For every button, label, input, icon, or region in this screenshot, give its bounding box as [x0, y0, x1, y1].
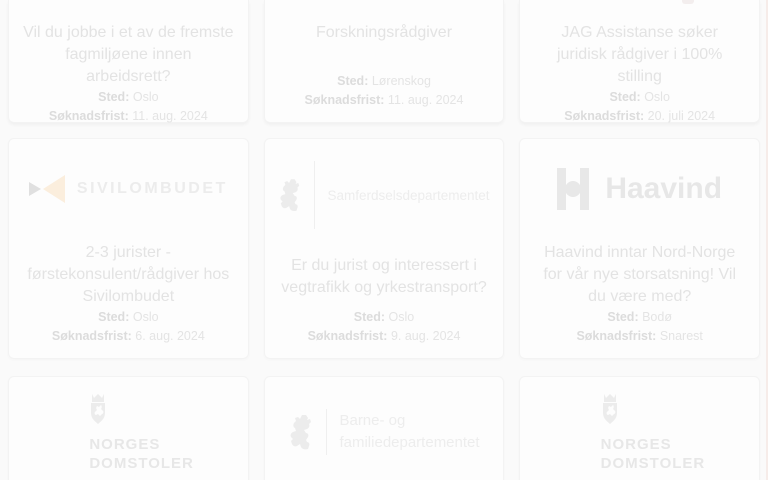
department-name-line2: familiedepartementet	[339, 434, 480, 451]
department-name-line1: Barne- og	[339, 412, 406, 429]
employer-logo-area	[265, 139, 504, 251]
job-card[interactable]	[519, 138, 760, 359]
job-meta	[520, 308, 759, 358]
domstoler-crest-icon	[601, 393, 619, 427]
job-title: Forskningsrådgiver	[315, 24, 453, 41]
frist-value: 11. aug. 2024	[387, 93, 464, 107]
domstoler-logo-line1: NORGES	[600, 436, 672, 453]
department-name	[339, 410, 479, 454]
frist-label: Søknadsfrist:	[564, 109, 645, 123]
sted-label: Sted:	[607, 310, 639, 324]
sted-value: Oslo	[644, 90, 670, 104]
sted-value: Oslo	[388, 310, 415, 324]
job-title: Vil du jobbe i et av de fremste fagmiljøene innen arbeidsrett?	[23, 24, 234, 85]
norwegian-lion-crest-icon	[288, 414, 314, 450]
employer-logo-area	[520, 377, 759, 480]
job-card[interactable]	[264, 138, 505, 359]
frist-label: Søknadsfrist:	[51, 329, 132, 343]
frist-value: 6. aug. 2024	[135, 329, 205, 343]
card-row-3	[8, 376, 760, 480]
frist-value: 11. aug. 2024	[132, 109, 208, 123]
logo-divider	[314, 161, 315, 229]
job-card[interactable]	[519, 0, 760, 123]
sted-value: Oslo	[132, 310, 159, 324]
job-card[interactable]	[8, 376, 249, 480]
job-meta	[9, 308, 248, 358]
job-card[interactable]	[8, 0, 249, 123]
sivilombudet-logo-text: SIVILOMBUDET	[76, 179, 228, 197]
job-card[interactable]	[264, 0, 505, 123]
job-card[interactable]	[8, 138, 249, 359]
domstoler-logo-line1: NORGES	[89, 436, 161, 453]
job-title: JAG Assistanse søker juridisk rådgiver i 100% stilling	[556, 24, 723, 85]
department-name: Samferdselsdepartementet	[327, 187, 490, 203]
card-row-2	[8, 138, 760, 359]
frist-label: Søknadsfrist:	[576, 329, 657, 343]
frist-label: Søknadsfrist:	[304, 93, 385, 107]
haavind-logo	[557, 168, 722, 210]
barne-og-familiedepartementet-logo	[288, 409, 479, 455]
job-title: 2-3 jurister - førstekonsulent/rådgiver hos Sivilombudet	[27, 244, 230, 305]
employer-logo-area	[265, 377, 504, 455]
job-meta	[9, 88, 248, 138]
job-meta	[265, 72, 504, 122]
haavind-logo-text: Haavind	[605, 171, 723, 205]
frist-value: 20. juli 2024	[647, 109, 716, 123]
sted-label: Sted:	[353, 310, 386, 324]
sted-label: Sted:	[337, 74, 369, 88]
norges-domstoler-logo	[600, 393, 706, 480]
sted-label: Sted:	[98, 90, 130, 104]
frist-label: Søknadsfrist:	[48, 109, 129, 123]
employer-logo-area	[9, 139, 248, 238]
employer-logo-area	[520, 139, 759, 238]
cutoff-logo-fragment	[682, 0, 694, 4]
logo-divider	[326, 409, 327, 455]
sivilombudet-arrows-icon	[29, 175, 65, 203]
job-title: Haavind inntar Nord-Norge for vår nye storsatsning! Vil du være med?	[543, 244, 737, 305]
sted-value: Lørenskog	[371, 74, 431, 88]
card-row-1	[8, 0, 760, 123]
norges-domstoler-logo	[89, 393, 194, 480]
frist-value: 9. aug. 2024	[390, 329, 461, 343]
employer-logo-area	[9, 377, 248, 480]
sted-label: Sted:	[98, 310, 130, 324]
haavind-h-monogram-icon	[557, 168, 589, 210]
job-card[interactable]	[519, 376, 760, 480]
frist-label: Søknadsfrist:	[307, 329, 388, 343]
sivilombudet-logo	[29, 175, 228, 203]
samferdselsdepartementet-logo	[278, 161, 489, 229]
job-title: Er du jurist og interessert i vegtrafikk og yrkestransport?	[281, 257, 487, 296]
sted-label: Sted:	[609, 90, 641, 104]
domstoler-logo-line2: DOMSTOLER	[600, 455, 706, 472]
job-card[interactable]	[264, 376, 505, 480]
domstoler-logo-line2: DOMSTOLER	[89, 455, 194, 472]
job-meta	[520, 88, 759, 138]
sted-value: Bodø	[642, 310, 672, 324]
domstoler-crest-icon	[89, 393, 107, 427]
sted-value: Oslo	[132, 90, 159, 104]
norwegian-lion-crest-icon	[278, 178, 302, 212]
job-meta	[265, 308, 504, 358]
frist-value: Snarest	[659, 329, 703, 343]
